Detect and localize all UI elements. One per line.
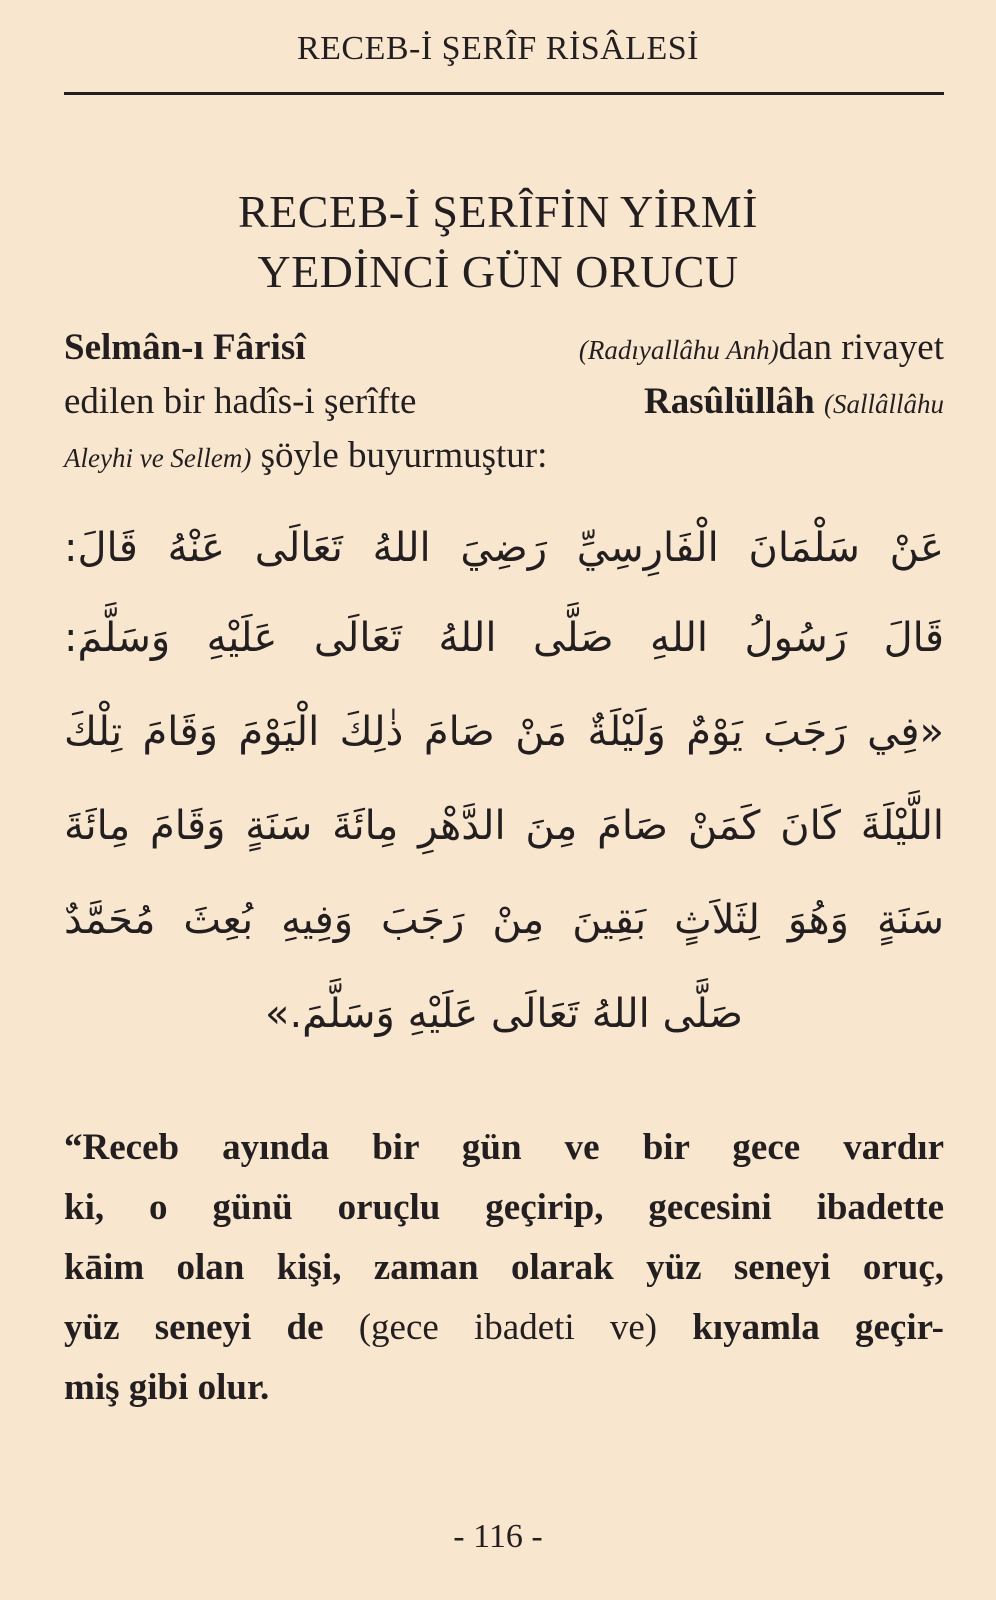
translation-line-3: kāim olan kişi, zaman olarak yüz seneyi oruç,	[64, 1247, 944, 1288]
page-number: - 116 -	[453, 1518, 543, 1555]
prophet-name: Rasûlüllâh	[644, 381, 815, 422]
translation-line-4-regular: (gece ibadeti ve)	[358, 1307, 658, 1348]
prophet-honorific-1: (Sallâllâhu	[824, 389, 944, 419]
translation-line-4	[64, 1298, 944, 1358]
arabic-line-2: قَالَ رَسُولُ اللهِ صَلَّى اللهُ تَعَالَى عَلَيْهِ وَسَلَّمَ:	[64, 615, 944, 661]
arabic-line-6: صَلَّى اللهُ تَعَالَى عَلَيْهِ وَسَلَّمَ.»	[264, 991, 744, 1037]
intro-line-2-right	[644, 376, 944, 430]
intro-line-1-right	[579, 322, 944, 376]
intro-text-1: dan rivayet	[778, 327, 944, 368]
arabic-line-5: سَنَةٍ وَهُوَ لِثَلاَثٍ بَقِينَ مِنْ رَجَبَ وَفِيهِ بُعِثَ مُحَمَّدٌ	[64, 897, 944, 943]
hadith-translation	[64, 1118, 944, 1418]
intro-paragraph	[64, 322, 944, 484]
intro-line-2	[64, 376, 944, 430]
prophet-honorific-2: Aleyhi ve Sellem)	[64, 443, 252, 473]
translation-line-4-bold-a: yüz seneyi de	[64, 1307, 324, 1348]
intro-line-1-left	[64, 322, 306, 374]
intro-line-3	[64, 430, 944, 484]
narrator-name: Selmân-ı Fârisî	[64, 327, 306, 368]
arabic-line-3: «فِي رَجَبَ يَوْمٌ وَلَيْلَةٌ مَنْ صَامَ ذٰلِكَ الْيَوْمَ وَقَامَ تِلْكَ	[64, 709, 944, 755]
intro-text-3: şöyle buyurmuştur:	[260, 435, 548, 476]
translation-line-4-bold-b: kıyamla geçir-	[692, 1307, 944, 1348]
chapter-title-line-1: RECEB-İ ŞERÎFİN YİRMİ	[238, 186, 758, 237]
translation-line-1: “Receb ayında bir gün ve bir gece vardır	[64, 1127, 944, 1168]
narrator-honorific: (Radıyallâhu Anh)	[578, 335, 779, 365]
running-header: RECEB-İ ŞERÎF RİSÂLESİ	[296, 30, 700, 67]
arabic-line-4: اللَّيْلَةَ كَانَ كَمَنْ صَامَ مِنَ الدَّهْرِ مِائَةَ سَنَةٍ وَقَامَ مِائَةَ	[64, 803, 944, 849]
translation-line-2: ki, o günü oruçlu geçirip, gecesini ibadette	[64, 1187, 944, 1228]
intro-text-2: edilen bir hadîs-i şerîfte	[64, 381, 417, 422]
chapter-title	[40, 182, 956, 302]
arabic-line-1: عَنْ سَلْمَانَ الْفَارِسِيِّ رَضِيَ اللهُ تَعَالَى عَنْهُ قَالَ:	[64, 525, 944, 571]
header-divider	[64, 92, 944, 95]
translation-line-5: miş gibi olur.	[64, 1367, 270, 1408]
intro-line-1	[64, 322, 944, 376]
chapter-title-line-2: YEDİNCİ GÜN ORUCU	[257, 246, 739, 297]
